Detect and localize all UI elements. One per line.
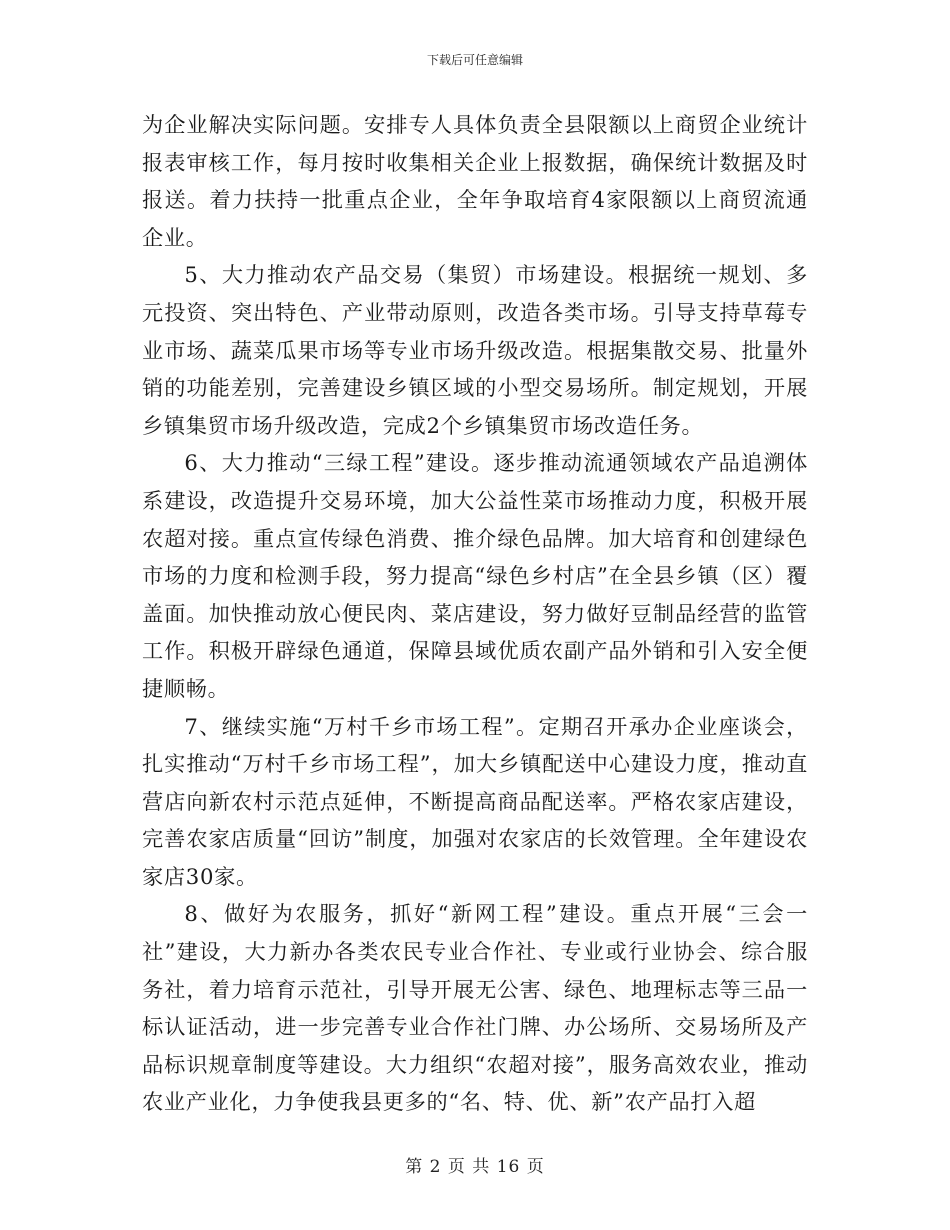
- paragraph-item-7: 7、继续实施“万村千乡市场工程”。定期召开承办企业座谈会，扎实推动“万村千乡市场工程”，加大乡镇配送中心建设力度，推动直营店向新农村示范点延伸，不断提高商品配送率。严格农家店建设，完善农家店质量“回访”制度，加强对农家店的长效管理。全年建设农家店30家。: [142, 713, 808, 889]
- document-body: [142, 106, 808, 1121]
- paragraph-continuation: 为企业解决实际问题。安排专人具体负责全县限额以上商贸企业统计报表审核工作，每月按时收集相关企业上报数据，确保统计数据及时报送。着力扶持一批重点企业，全年争取培育4家限额以上商贸流通企业。: [142, 112, 808, 250]
- paragraph-item-5: 5、大力推动农产品交易（集贸）市场建设。根据统一规划、多元投资、突出特色、产业带动原则，改造各类市场。引导支持草莓专业市场、蔬菜瓜果市场等专业市场升级改造。根据集散交易、批量外销的功能差别，完善建设乡镇区域的小型交易场所。制定规划，开展乡镇集贸市场升级改造，完成2个乡镇集贸市场改造任务。: [142, 262, 808, 438]
- paragraph-item-6: 6、大力推动“三绿工程”建设。逐步推动流通领域农产品追溯体系建设，改造提升交易环境，加大公益性菜市场推动力度，积极开展农超对接。重点宣传绿色消费、推介绿色品牌。加大培育和创建绿色市场的力度和检测手段，努力提高“绿色乡村店”在全县乡镇（区）覆盖面。加快推动放心便民肉、菜店建设，努力做好豆制品经营的监管工作。积极开辟绿色通道，保障县域优质农副产品外销和引入安全便捷顺畅。: [142, 450, 808, 701]
- page-number-footer: 第 2 页 共 16 页: [405, 1157, 545, 1177]
- page-header-note: 下载后可任意编辑: [426, 53, 523, 67]
- paragraph-item-8: 8、做好为农服务，抓好“新网工程”建设。重点开展“三会一社”建设，大力新办各类农民专业合作社、专业或行业协会、综合服务社，着力培育示范社，引导开展无公害、绿色、地理标志等三品一标认证活动，进一步完善专业合作社门牌、办公场所、交易场所及产品标识规章制度等建设。大力组织“农超对接”，服务高效农业，推动农业产业化，力争使我县更多的“名、特、优、新”农产品打入超: [142, 901, 808, 1115]
